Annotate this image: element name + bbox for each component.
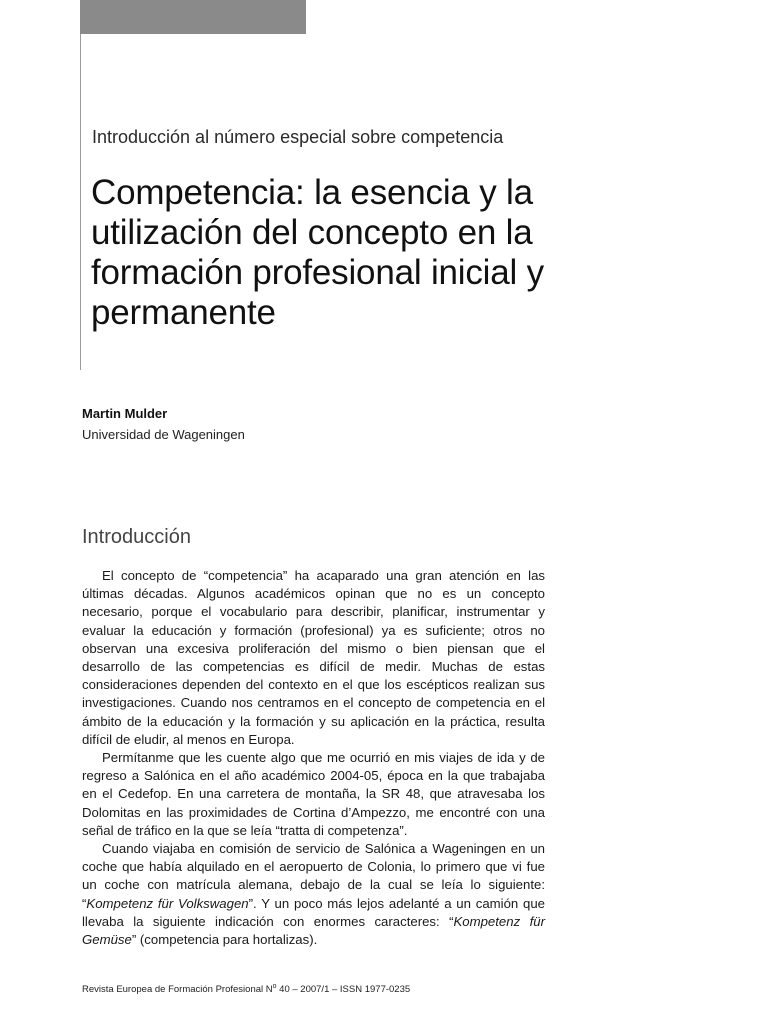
paragraph-3-text-c: ” (competencia para hortalizas). [131,932,318,948]
paragraph-2: Permítanme que les cuente algo que me ocurrió en mis viajes de ida y de regreso a Salónica en el año académico 2004-05, época en la que trabajaba en el Cedefop. En una carretera de montaña, la SR 48, que atravesaba los Dolomitas en las proximidades de Cortina d’Ampezzo, me encontré con una señal de tráfico en la que se leía “tratta di competenza”. [82,750,545,838]
article-title: Competencia: la esencia y la utilización del concepto en la formación profesional inicial y permanente [91,173,544,332]
author-name: Martin Mulder [82,406,168,421]
footer-issue: 40 – 2007/1 – ISSN 1977-0235 [276,984,411,996]
page-footer [82,983,410,995]
header-decorative-bar [80,0,306,34]
footer-journal: Revista Europea de Formación Profesional N [82,984,273,996]
paragraph-3-emphasis-1: Kompetenz für Volkswagen [86,895,249,911]
article-body [82,567,545,949]
section-heading: Introducción [82,526,191,548]
paragraph-1: El concepto de “competencia” ha acaparado una gran atención en las últimas décadas. Algunos académicos opinan que no es un concepto necesario, porque el vocabulario para describir, planificar, instrumentar y evaluar la educación y formación (profesional) ya es suficiente; otros no observan una excesiva proliferación del mismo o bien piensan que el desarrollo de las competencias es difícil de medir. Muchas de estas consideraciones dependen del contexto en el que los escépticos realizan sus investigaciones. Cuando nos centramos en el concepto de competencia en el ámbito de la educación y la formación y su aplicación en la práctica, resulta difícil de eludir, al menos en Europa. [82,568,545,747]
article-kicker: Introducción al número especial sobre competencia [92,127,504,147]
footer-number-sup: o [272,983,277,990]
paragraph-3-text-a: Cuando viajaba en comisión de servicio de Salónica a Wageningen en un coche que había alquilado en el aeropuerto de Colonia, lo primero que vi fue un coche con matrícula alemana, debajo de la cual se leía lo siguiente: “ [82,841,545,911]
paragraph-3-text-b: ”. Y un poco más lejos adelanté a un camión que llevaba la siguiente indicación con enormes caracteres: “ [82,895,545,929]
author-affiliation: Universidad de Wageningen [82,427,245,442]
paragraph-3-emphasis-2: Kompetenz für Gemüse [82,913,545,948]
header-vertical-rule [80,34,81,370]
paragraph-3 [82,840,545,949]
